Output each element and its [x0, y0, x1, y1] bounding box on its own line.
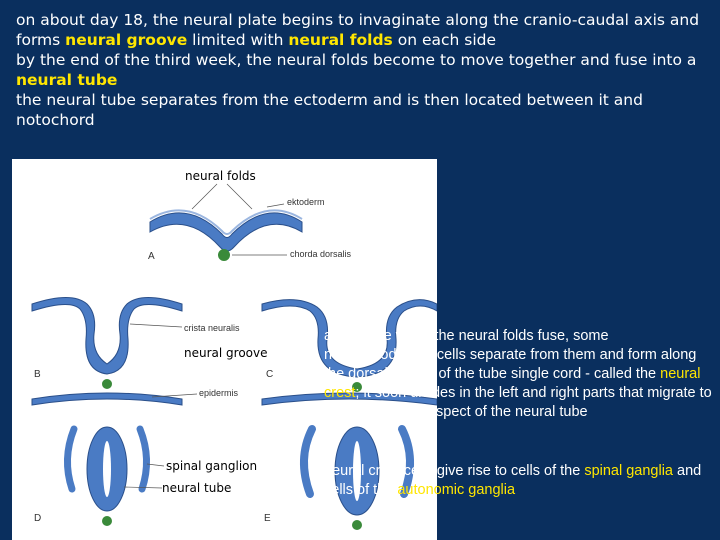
term-spinal-ganglia: spinal ganglia — [584, 463, 673, 479]
panel-b-neural-groove — [32, 298, 182, 375]
text-segment: at the time when the neural folds fuse, some neuroectodermal cells separate from them and form along the dorsal aspect of the tube single cord - called the — [324, 328, 697, 382]
panel-letter-b: B — [34, 369, 41, 380]
leader-neural-folds-right — [227, 184, 252, 209]
label-chorda-dorsalis: chorda dorsalis — [290, 249, 352, 259]
leader-ektoderm — [267, 204, 284, 207]
label-spinal-ganglion: spinal ganglion — [166, 459, 258, 473]
paragraph-separation — [16, 90, 716, 130]
text-segment: neural crest cells give rise to cells of the — [324, 463, 585, 479]
label-crista-neuralis: crista neuralis — [184, 323, 240, 333]
paragraph-neural-crest — [324, 327, 716, 422]
panel-d-central-canal — [103, 441, 111, 497]
term-neural-crest: neural crest — [324, 366, 701, 401]
panel-b-notochord — [102, 379, 112, 389]
text-segment: on about day 18, the neural plate begins to invaginate along the cranio-caudal axis and forms — [16, 11, 700, 49]
leader-crista-neuralis — [130, 324, 182, 327]
term-neural-groove: neural groove — [65, 31, 188, 49]
panel-letter-e: E — [264, 513, 271, 524]
paragraph-neural-groove — [16, 10, 716, 50]
paragraph-ganglia — [324, 462, 716, 500]
text-segment: by the end of the third week, the neural folds become to move together and fuse into a — [16, 51, 697, 69]
label-neural-folds: neural folds — [185, 169, 256, 183]
label-epidermis: epidermis — [199, 388, 239, 398]
text-segment: on each side — [392, 31, 497, 49]
neural-crest-text — [324, 327, 716, 422]
panel-a-neural-plate — [150, 213, 302, 251]
panel-e-notochord — [352, 520, 362, 530]
label-ektoderm: ektoderm — [287, 197, 325, 207]
text-segment: limited with — [187, 31, 289, 49]
panel-letter-d: D — [34, 513, 42, 524]
term-neural-tube: neural tube — [16, 71, 118, 89]
paragraph-neural-tube — [16, 50, 716, 90]
label-neural-groove: neural groove — [184, 346, 268, 360]
panel-letter-c: C — [266, 369, 274, 380]
term-neural-folds: neural folds — [288, 31, 393, 49]
panel-e-ganglion-left — [304, 429, 312, 494]
leader-neural-tube — [124, 487, 162, 488]
ganglia-text — [324, 462, 716, 500]
panel-a-notochord — [218, 249, 230, 261]
label-neural-tube: neural tube — [162, 481, 232, 495]
text-segment: ; it soon divides in the left and right parts that migrate to the dorsolateral aspect of the neural tube — [324, 385, 712, 420]
intro-text — [16, 10, 716, 130]
panel-d-ganglion-right — [140, 429, 147, 489]
panel-d-epidermis — [32, 393, 182, 405]
leader-neural-folds-left — [192, 184, 217, 209]
text-segment: and cells of the — [324, 463, 702, 498]
term-autonomic-ganglia: autonomic ganglia — [397, 482, 516, 498]
panel-d-ganglion-left — [67, 429, 74, 489]
panel-d-notochord — [102, 516, 112, 526]
panel-letter-a: A — [148, 251, 155, 262]
text-segment: the neural tube separates from the ectoderm and is then located between it and notochord — [16, 91, 643, 129]
